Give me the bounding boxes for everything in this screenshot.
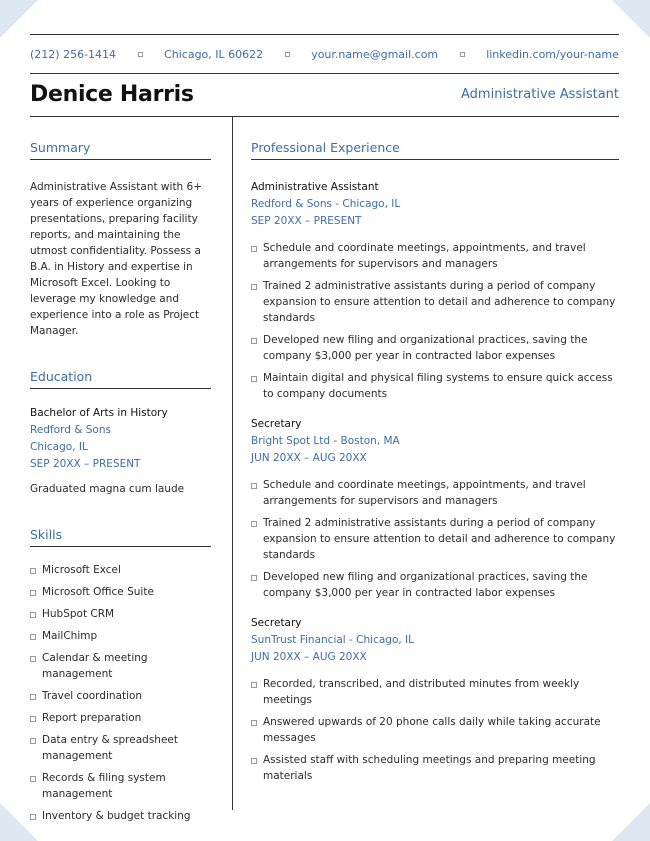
job-bullet: Answered upwards of 20 phone calls daily while taking accurate messages: [251, 714, 619, 746]
education-location: Chicago, IL: [30, 441, 88, 453]
summary-heading: Summary: [30, 140, 211, 160]
job-bullets: [251, 477, 619, 601]
job-entry: [251, 615, 619, 784]
left-column: [30, 140, 211, 830]
job-entry: [251, 179, 619, 402]
education-note: Graduated magna cum laude: [30, 483, 185, 495]
job-bullet: Assisted staff with scheduling meetings and preparing meeting materials: [251, 752, 619, 784]
job-company: SunTrust Financial - Chicago, IL: [251, 634, 415, 646]
contact-linkedin[interactable]: linkedin.com/your-name: [486, 47, 619, 61]
contact-bar: [30, 34, 619, 74]
summary-text: Administrative Assistant with 6+ years of experience organizing presentations, preparing facility reports, and maintaining the utmost confidentiality. Possess a B.A. in History and expertise in Microsoft Excel. Looking to leverage my knowledge and experience into a role as Project Manager.: [30, 181, 203, 337]
experience-heading: Professional Experience: [251, 140, 619, 160]
contact-email[interactable]: your.name@gmail.com: [311, 47, 439, 61]
skills-heading: Skills: [30, 527, 211, 547]
job-bullet: Schedule and coordinate meetings, appointments, and travel arrangements for supervisors and managers: [251, 477, 619, 509]
corner-decoration-top-right: [612, 0, 650, 38]
square-bullet-icon: [138, 52, 143, 57]
square-bullet-icon: [460, 52, 465, 57]
job-title: Secretary: [251, 418, 302, 430]
job-dates: SEP 20XX – PRESENT: [251, 215, 362, 227]
skill-item: Calendar & meeting management: [30, 650, 211, 682]
candidate-name: Denice Harris: [30, 82, 194, 107]
job-bullet: Schedule and coordinate meetings, appointments, and travel arrangements for supervisors and managers: [251, 240, 619, 272]
job-bullet: Developed new filing and organizational practices, saving the company $3,000 per year in contracted labor expenses: [251, 332, 619, 364]
education-heading: Education: [30, 369, 211, 389]
job-bullet: Trained 2 administrative assistants during a period of company expansion to ensure attention to detail and adherence to company standards: [251, 278, 619, 326]
candidate-role: Administrative Assistant: [461, 87, 619, 102]
job-company: Bright Spot Ltd - Boston, MA: [251, 435, 400, 447]
skill-item: Report preparation: [30, 710, 211, 726]
job-dates: JUN 20XX – AUG 20XX: [251, 651, 367, 663]
job-dates: JUN 20XX – AUG 20XX: [251, 452, 367, 464]
education-section: [30, 369, 211, 497]
education-school: Redford & Sons: [30, 424, 111, 436]
right-column: [251, 140, 619, 790]
job-company: Redford & Sons - Chicago, IL: [251, 198, 401, 210]
education-degree: Bachelor of Arts in History: [30, 407, 168, 419]
skill-item: Microsoft Excel: [30, 562, 211, 578]
skill-item: Inventory & budget tracking: [30, 808, 211, 824]
column-divider: [232, 116, 233, 810]
job-bullet: Maintain digital and physical filing systems to ensure quick access to company documents: [251, 370, 619, 402]
header-divider: [30, 116, 619, 117]
experience-list: [251, 179, 619, 784]
job-bullet: Recorded, transcribed, and distributed minutes from weekly meetings: [251, 676, 619, 708]
contact-phone[interactable]: (212) 256-1414: [30, 47, 117, 61]
job-bullets: [251, 676, 619, 784]
skill-item: HubSpot CRM: [30, 606, 211, 622]
corner-decoration-bottom-right: [612, 803, 650, 841]
skill-item: Records & filing system management: [30, 770, 211, 802]
skills-section: [30, 527, 211, 824]
contact-location: Chicago, IL 60622: [164, 47, 264, 61]
job-title: Administrative Assistant: [251, 181, 379, 193]
summary-section: [30, 140, 211, 339]
job-bullet: Developed new filing and organizational practices, saving the company $3,000 per year in contracted labor expenses: [251, 569, 619, 601]
square-bullet-icon: [285, 52, 290, 57]
education-dates: SEP 20XX – PRESENT: [30, 458, 141, 470]
skill-item: Data entry & spreadsheet management: [30, 732, 211, 764]
job-bullets: [251, 240, 619, 402]
skill-item: Microsoft Office Suite: [30, 584, 211, 600]
corner-decoration-top-left: [0, 0, 38, 38]
job-bullet: Trained 2 administrative assistants during a period of company expansion to ensure attention to detail and adherence to company standards: [251, 515, 619, 563]
skills-list: [30, 562, 211, 824]
job-title: Secretary: [251, 617, 302, 629]
skill-item: MailChimp: [30, 628, 211, 644]
skill-item: Travel coordination: [30, 688, 211, 704]
job-entry: [251, 416, 619, 601]
